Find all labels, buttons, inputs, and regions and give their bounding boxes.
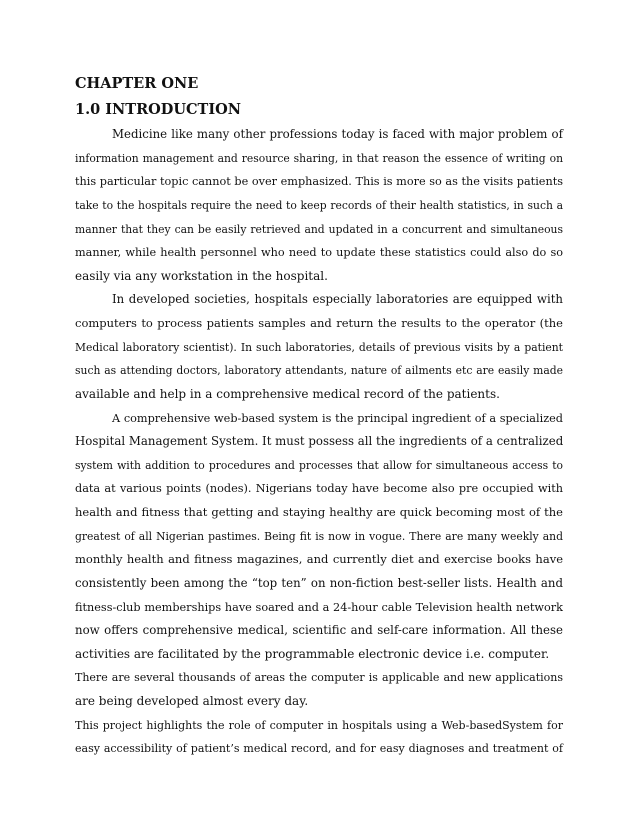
text-line: fitness-club memberships have soared and a 24-hour cable Television health network: [75, 600, 563, 614]
text-line: Medicine like many other professions today is faced with major problem of: [112, 127, 563, 141]
text-line: Medical laboratory scientist). In such laboratories, details of previous visits by a patient: [75, 340, 563, 354]
text-line: manner, while health personnel who need to update these statistics could also do so: [75, 246, 563, 260]
text-line: this particular topic cannot be over emphasized. This is more so as the visits patients: [75, 175, 563, 189]
text-line: health and fitness that getting and staying healthy are quick becoming most of the: [75, 505, 563, 519]
text-line: greatest of all Nigerian pastimes. Being fit is now in vogue. There are many weekly and: [75, 529, 563, 543]
text-line: easy accessibility of patient’s medical record, and for easy diagnoses and treatment of: [75, 742, 563, 756]
text-line: consistently been among the “top ten” on non-fiction best-seller lists. Health and: [75, 575, 563, 590]
body-text: [75, 123, 563, 761]
text-line: take to the hospitals require the need to keep records of their health statistics, in such a: [75, 198, 563, 212]
text-line: information management and resource sharing, in that reason the essence of writing on: [75, 151, 563, 165]
text-line: Hospital Management System. It must possess all the ingredients of a centralized: [75, 434, 564, 449]
text-line: There are several thousands of areas the computer is applicable and new applications: [75, 671, 563, 685]
text-line: easily via any workstation in the hospital.: [75, 268, 328, 283]
section-title: 1.0 INTRODUCTION: [75, 101, 241, 118]
text-line: such as attending doctors, laboratory attendants, nature of ailments etc are easily made: [75, 364, 563, 378]
chapter-title: CHAPTER ONE: [75, 75, 199, 92]
text-line: monthly health and fitness magazines, and currently diet and exercise books have: [75, 552, 563, 567]
text-line: are being developed almost every day.: [75, 694, 309, 708]
text-line: system with addition to procedures and processes that allow for simultaneous access to: [75, 458, 563, 472]
text-line: In developed societies, hospitals especially laboratories are equipped with: [112, 292, 563, 307]
text-line: available and help in a comprehensive medical record of the patients.: [75, 386, 500, 401]
text-line: data at various points (nodes). Nigerians today have become also pre occupied with: [75, 482, 563, 496]
text-line: now offers comprehensive medical, scientific and self-care information. All these: [75, 623, 563, 638]
text-line: activities are facilitated by the programmable electronic device i.e. computer.: [75, 646, 550, 661]
text-line: computers to process patients samples and return the results to the operator (the: [75, 316, 563, 330]
text-line: manner that they can be easily retrieved and updated in a concurrent and simultaneous: [75, 222, 563, 236]
text-line: This project highlights the role of computer in hospitals using a Web-basedSystem for: [75, 718, 563, 732]
text-line: A comprehensive web-based system is the principal ingredient of a specialized: [112, 411, 563, 425]
